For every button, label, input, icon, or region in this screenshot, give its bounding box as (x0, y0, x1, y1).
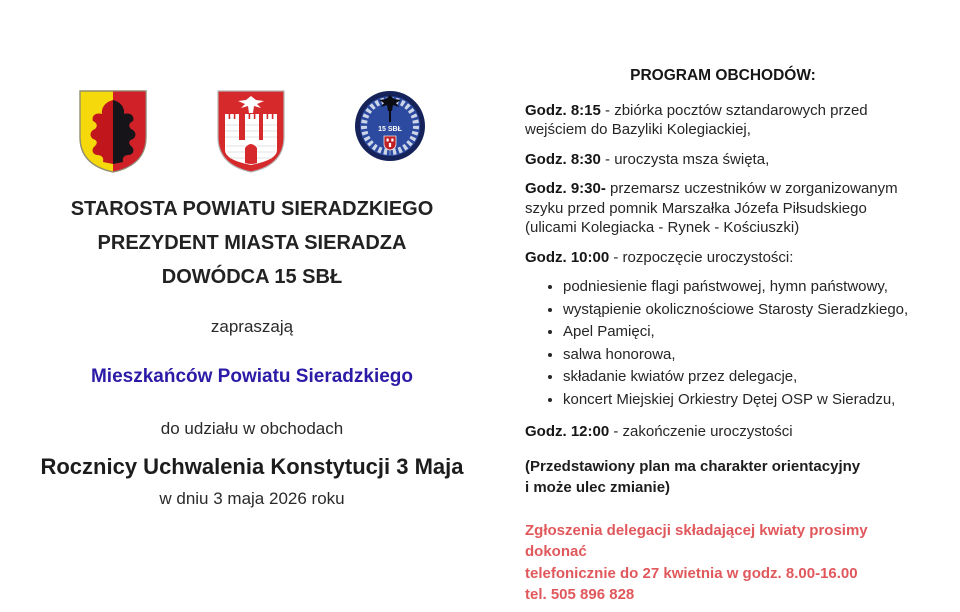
program-column (525, 66, 921, 606)
bullet-flowers: • składanie kwiatów przez delegacje, (563, 367, 921, 387)
program-time-815: Godz. 8:15 (525, 101, 601, 119)
host-line-dowodca: DOWÓDCA 15 SBŁ (161, 266, 343, 288)
program-entry-1000 (525, 248, 921, 268)
program-desc-1000: - rozpoczęcie uroczystości: (609, 248, 794, 266)
invitation-column (26, 88, 478, 509)
contact-line-2: telefonicznie do 27 kwietnia w godz. 8.00-16.00 (525, 564, 858, 582)
program-entry-815 (525, 101, 921, 140)
emblems-row (26, 88, 478, 180)
plan-disclaimer (525, 456, 921, 498)
contact-line-1: Zgłoszenia delegacji składającej kwiaty prosimy dokonać (525, 521, 868, 560)
plan-disclaimer-line-2: i może ulec zmianie) (525, 478, 671, 496)
host-line-starosta: STAROSTA POWIATU SIERADZKIEGO (70, 198, 434, 220)
bullet-speech: • wystąpienie okolicznościowe Starosty Sieradzkiego, (563, 300, 921, 320)
invitees-line: Mieszkańców Powiatu Sieradzkiego (90, 366, 414, 387)
program-title: PROGRAM OBCHODÓW: (630, 67, 816, 84)
program-entry-1200 (525, 422, 921, 442)
program-desc-1200: - zakończenie uroczystości (609, 423, 793, 440)
program-time-830: Godz. 8:30 (525, 150, 601, 168)
invite-verb: zapraszają (210, 317, 294, 336)
event-date: w dniu 3 maja 2026 roku (159, 489, 345, 508)
program-entry-830 (525, 150, 921, 170)
delegation-contact-notice (525, 520, 921, 606)
sieradz-county-coat-of-arms-icon (77, 88, 149, 181)
program-time-1200: Godz. 12:00 (525, 423, 610, 440)
program-entry-930 (525, 179, 921, 238)
program-desc-830: - uroczysta msza święta, (600, 150, 770, 168)
plan-disclaimer-line-1: (Przedstawiony plan ma charakter orientacyjny (525, 457, 861, 475)
15-sbl-brigade-emblem-icon (353, 88, 427, 169)
contact-phone: tel. 505 896 828 (525, 586, 635, 603)
host-titles (26, 192, 478, 294)
ceremony-bullet-list (525, 277, 921, 409)
bullet-flag-raising: • podniesienie flagi państwowej, hymn państwowy, (563, 277, 921, 297)
bullet-apel-pamieci: • Apel Pamięci, (563, 322, 921, 342)
sieradz-city-coat-of-arms-icon (215, 88, 287, 181)
program-time-930: Godz. 9:30- (525, 180, 606, 197)
participation-line: do udziału w obchodach (160, 419, 344, 438)
program-desc-930: przemarsz uczestników w zorganizowanym szyku przed pomnik Marszałka Józefa Piłsudskiego (ulicami Kolegiacka - Rynek - Kościuszki) (525, 180, 898, 236)
bullet-salute: • salwa honorowa, (563, 345, 921, 365)
bullet-concert: • koncert Miejskiej Orkiestry Dętej OSP w Sieradzu, (563, 390, 921, 410)
host-line-prezydent: PREZYDENT MIASTA SIERADZA (97, 232, 407, 254)
event-title: Rocznicy Uchwalenia Konstytucji 3 Maja (40, 454, 464, 479)
program-time-1000: Godz. 10:00 (525, 248, 610, 266)
program-desc-815: - zbiórka pocztów sztandarowych przed wejściem do Bazyliki Kolegiackiej, (525, 101, 868, 138)
brigade-emblem-label: 15 SBŁ (378, 126, 402, 133)
